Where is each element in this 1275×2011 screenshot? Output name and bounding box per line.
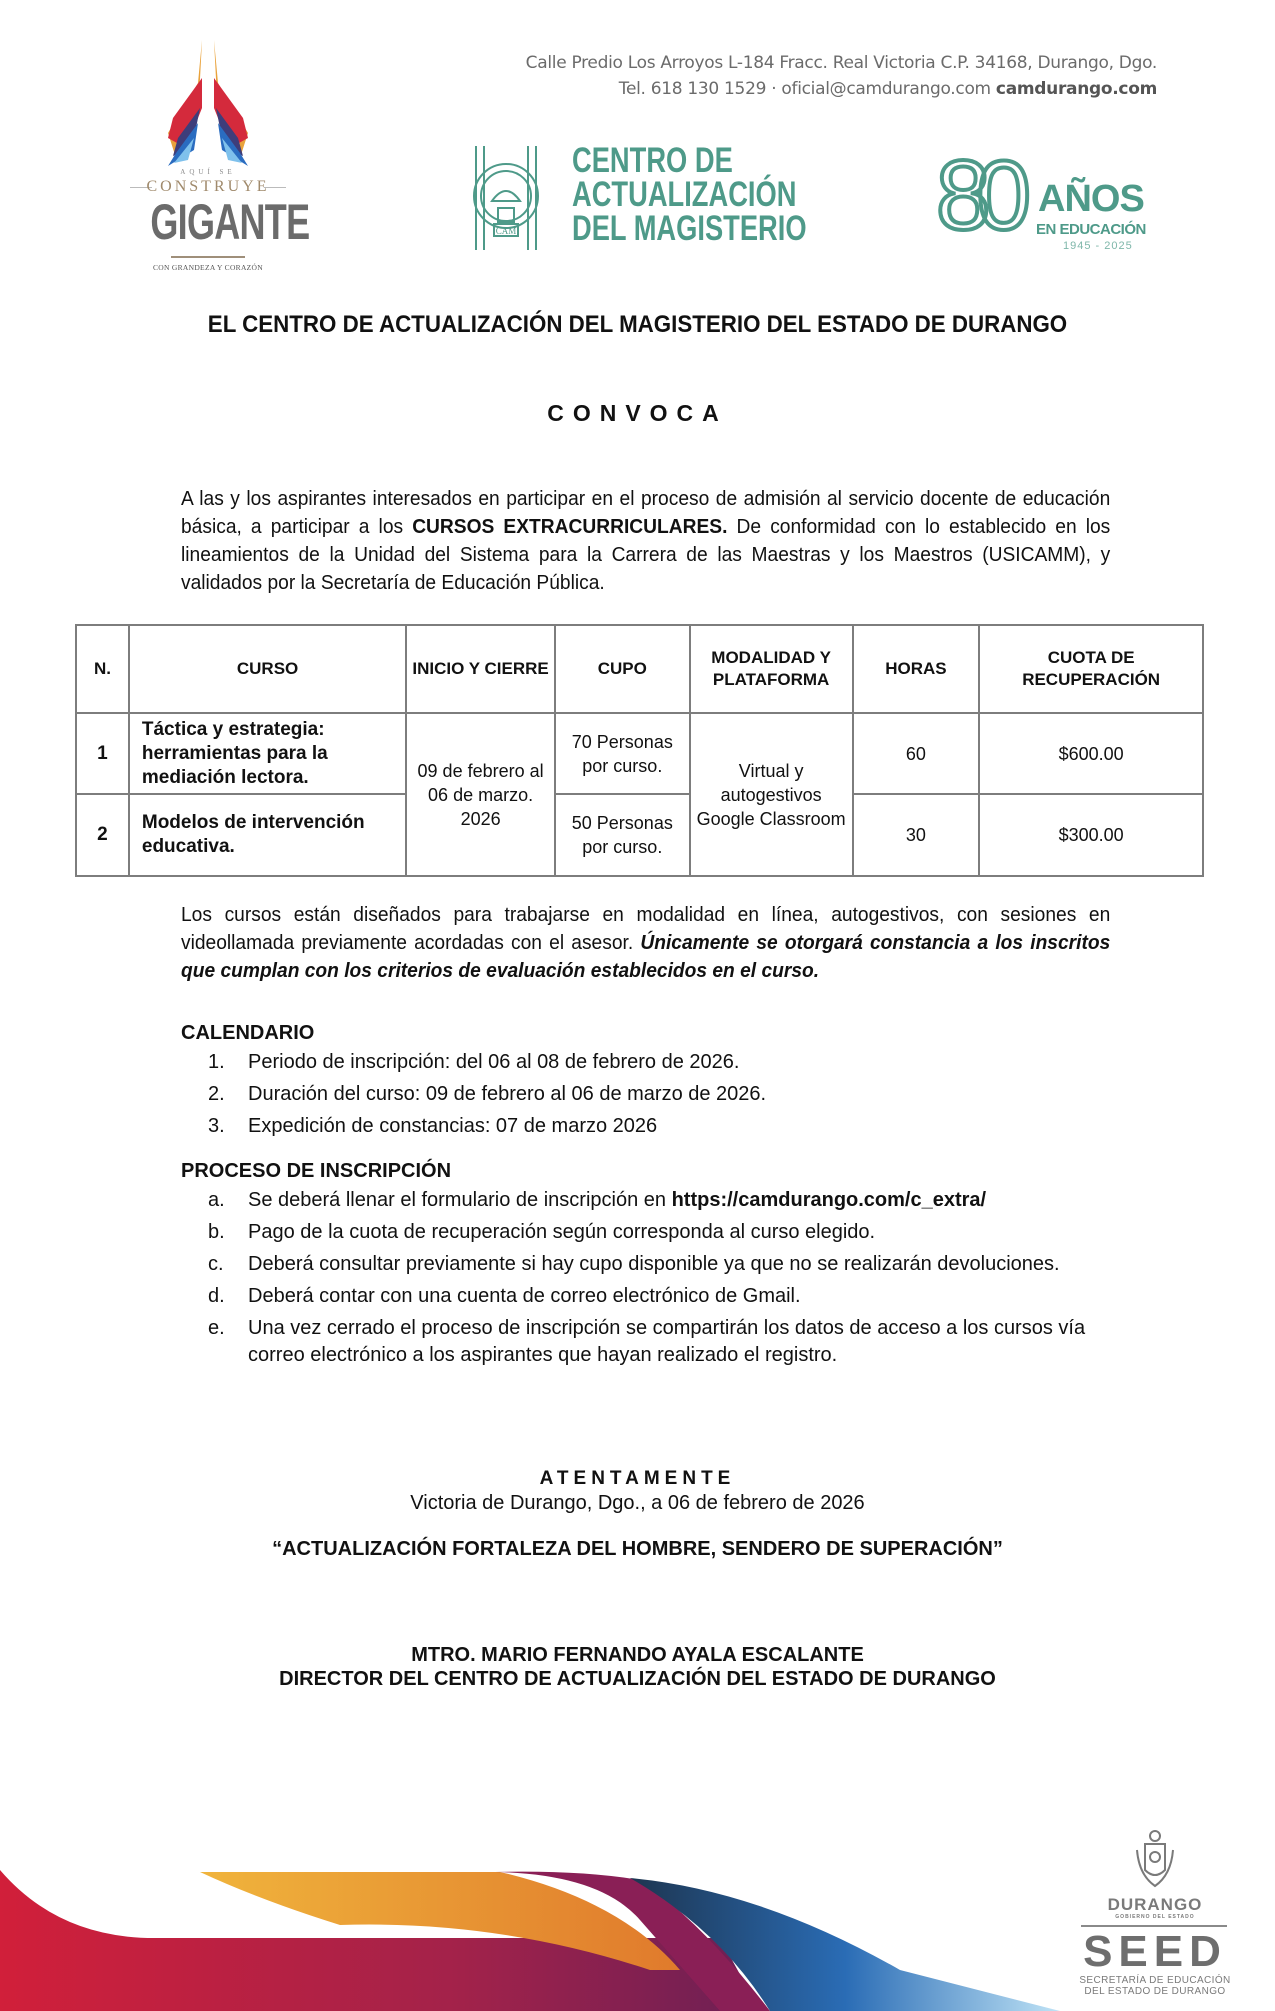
phone-email-line: Tel. 618 130 1529 · oficial@camdurango.com camdurango.com: [618, 79, 1157, 99]
cell-horas: 60: [853, 713, 980, 794]
list-item: 1. Periodo de inscripción: del 06 al 08 de febrero de 2026.: [208, 1051, 740, 1073]
logo-seed: DURANGO GOBIERNO DEL ESTADO SEED SECRETARÍA DE EDUCACIÓN DEL ESTADO DE DURANGO: [1075, 1830, 1235, 2000]
cell-cuota: $300.00: [979, 794, 1203, 876]
calendario-heading: CALENDARIO: [181, 1022, 315, 1044]
table-row: [76, 794, 1203, 876]
signatory-role: DIRECTOR DEL CENTRO DE ACTUALIZACIÓN DEL ESTADO DE DURANGO: [279, 1668, 996, 1690]
place-date: Victoria de Durango, Dgo., a 06 de febrero de 2026: [410, 1492, 865, 1514]
logo-80-anos: 80 AÑOS EN EDUCACIÓN 1945 - 2025: [936, 140, 1146, 252]
note-paragraph: Los cursos están diseñados para trabajarse en modalidad en línea, autogestivos, con sesiones en videollamada previamente acordadas con el asesor. Únicamente se otorgará constancia a los inscritos que cumplan con los criterios de evaluación establecidos en el curso.: [181, 904, 1111, 982]
document-title: EL CENTRO DE ACTUALIZACIÓN DEL MAGISTERIO DEL ESTADO DE DURANGO: [207, 311, 1068, 338]
certificate-condition: Únicamente se otorgará constancia a los inscritos que cumplan con los criterios de evaluación establecidos en el curso.: [181, 932, 1111, 982]
cell-curso: Modelos de intervención educativa.: [129, 794, 406, 876]
website-link[interactable]: camdurango.com: [995, 79, 1157, 99]
col-header-modalidad: MODALIDAD Y PLATAFORMA: [690, 625, 853, 713]
hands-emblem-icon: [128, 38, 288, 168]
list-item: b. Pago de la cuota de recuperación según corresponda al curso elegido.: [208, 1221, 876, 1243]
list-item: d. Deberá contar con una cuenta de correo electrónico de Gmail.: [208, 1285, 801, 1307]
list-item: e. Una vez cerrado el proceso de inscripción se compartirán los datos de acceso a los cursos vía correo electrónico a los aspirantes que hayan realizado el registro.: [208, 1317, 1086, 1366]
col-header-horas: HORAS: [853, 625, 980, 713]
cell-inicio-cierre: 09 de febrero al 06 de marzo. 2026: [406, 713, 555, 876]
cam-emblem-icon: [470, 146, 542, 250]
svg-text:CAM: CAM: [495, 226, 517, 236]
cell-n: 2: [76, 794, 129, 876]
address-line: Calle Predio Los Arroyos L-184 Fracc. Real Victoria C.P. 34168, Durango, Dgo.: [525, 53, 1157, 73]
col-header-inicio-cierre: INICIO Y CIERRE: [406, 625, 555, 713]
convoca-heading: CONVOCA: [547, 400, 728, 426]
durango-coat-of-arms-icon: [1125, 1830, 1185, 1892]
cell-horas: 30: [853, 794, 980, 876]
contact-info: [526, 50, 1157, 102]
proceso-list: [208, 1187, 1108, 1374]
col-header-n: N.: [76, 625, 129, 713]
list-item: a. Se deberá llenar el formulario de inscripción en https://camdurango.com/c_extra/: [208, 1189, 987, 1211]
signatory-name: MTRO. MARIO FERNANDO AYALA ESCALANTE: [411, 1644, 864, 1666]
footer-wave-decoration: [0, 1860, 1090, 2011]
table-header-row: [76, 625, 1203, 713]
atentamente: ATENTAMENTE: [539, 1468, 736, 1489]
cell-modalidad: Virtual y autogestivos Google Classroom: [690, 713, 853, 876]
col-header-curso: CURSO: [129, 625, 406, 713]
list-item: 2. Duración del curso: 09 de febrero al 06 de marzo de 2026.: [208, 1083, 767, 1105]
courses-table: [75, 624, 1204, 877]
cell-curso: Táctica y estrategia: herramientas para la mediación lectora.: [129, 713, 406, 794]
list-item: c. Deberá consultar previamente si hay cupo disponible ya que no se realizarán devoluciones.: [208, 1253, 1060, 1275]
calendario-list: [208, 1049, 1108, 1145]
motto: “ACTUALIZACIÓN FORTALEZA DEL HOMBRE, SENDERO DE SUPERACIÓN”: [272, 1538, 1003, 1560]
table-row: [76, 713, 1203, 794]
cell-n: 1: [76, 713, 129, 794]
registration-link[interactable]: https://camdurango.com/c_extra/: [671, 1189, 987, 1211]
proceso-heading: PROCESO DE INSCRIPCIÓN: [181, 1160, 452, 1182]
list-item: 3. Expedición de constancias: 07 de marzo 2026: [208, 1115, 658, 1137]
cell-cuota: $600.00: [979, 713, 1203, 794]
cam-wordmark: CENTRO DE ACTUALIZACIÓN DEL MAGISTERIO: [572, 141, 807, 248]
col-header-cupo: CUPO: [555, 625, 690, 713]
cell-cupo: 70 Personas por curso.: [555, 713, 690, 794]
cell-cupo: 50 Personas por curso.: [555, 794, 690, 876]
intro-paragraph: A las y los aspirantes interesados en participar en el proceso de admisión al servicio docente de educación básica, a participar a los CURSOS EXTRACURRICULARES. De conformidad con lo establecido en los lineamientos de la Unidad del Sistema para la Carrera de las Maestras y los Maestros (USICAMM), y validados por la Secretaría de Educación Pública.: [181, 488, 1111, 594]
col-header-cuota: CUOTA DE RECUPERACIÓN: [979, 625, 1203, 713]
logo-construye-gigante: AQUÍ SE CONSTRUYE GIGANTE CON GRANDEZA Y CORAZÓN: [128, 38, 288, 268]
